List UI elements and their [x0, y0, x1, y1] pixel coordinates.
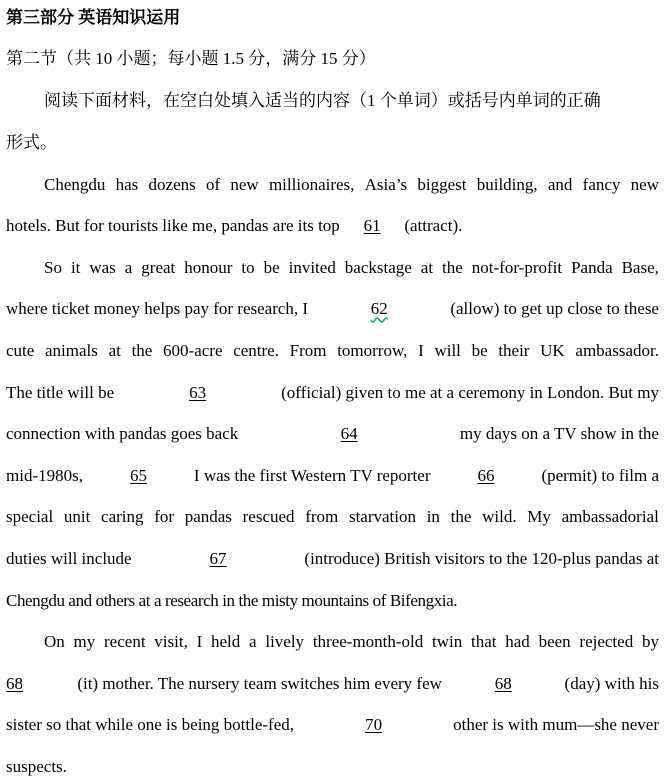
- blank-65[interactable]: 65: [129, 466, 147, 485]
- blank-68a[interactable]: 68: [6, 674, 23, 693]
- blank-68b[interactable]: 68: [494, 674, 512, 693]
- p1-line-2: hotels. But for tourists like me, pandas are its top 61 (attract).: [6, 216, 463, 235]
- blank-67[interactable]: 67: [209, 549, 227, 568]
- section-title: 第二节（共 10 小题；每小题 1.5 分，满分 15 分）: [6, 49, 376, 68]
- p2-line-6: mid-1980s, 65 I was the first Western TV reporter 66 (permit) to film a: [6, 466, 659, 485]
- p2-line-2: where ticket money helps pay for research, I 62 (allow) to get up close to these: [6, 299, 659, 318]
- p2-line-1: So it was a great honour to be invited backstage at the not-for-profit Panda Base,: [44, 258, 659, 277]
- p3-line-2: 68 (it) mother. The nursery team switches him every few 68 (day) with his: [6, 674, 659, 693]
- p2-line-8: duties will include 67 (introduce) British visitors to the 120-plus pandas at: [6, 549, 659, 568]
- p2-line-4: The title will be 63 (official) given to me at a ceremony in London. But my: [6, 383, 659, 402]
- instruction-line-1: 阅读下面材料，在空白处填入适当的内容（1 个单词）或括号内单词的正确: [44, 91, 601, 110]
- p3-line-3: sister so that while one is being bottle-fed, 70 other is with mum—she never: [6, 715, 659, 734]
- blank-62[interactable]: 62: [370, 299, 388, 318]
- part-title: 第三部分 英语知识运用: [6, 8, 181, 27]
- p2-line-9: Chengdu and others at a research in the misty mountains of Bifengxia.: [6, 591, 458, 610]
- blank-61[interactable]: 61: [363, 216, 381, 235]
- blank-63[interactable]: 63: [189, 383, 207, 402]
- p2-line-5: connection with pandas goes back 64 my days on a TV show in the: [6, 424, 659, 443]
- blank-66[interactable]: 66: [477, 466, 495, 485]
- blank-64[interactable]: 64: [340, 424, 358, 443]
- p2-line-7: special unit caring for pandas rescued from starvation in the wild. My ambassadorial: [6, 507, 659, 526]
- blank-70[interactable]: 70: [365, 715, 383, 734]
- p3-line-4: suspects.: [6, 757, 67, 776]
- p1-line-1: Chengdu has dozens of new millionaires, Asia’s biggest building, and fancy new: [44, 175, 659, 194]
- p3-line-1: On my recent visit, I held a lively three-month-old twin that had been rejected by: [44, 632, 659, 651]
- instruction-line-2: 形式。: [6, 133, 57, 152]
- p2-line-3: cute animals at the 600-acre centre. From tomorrow, I will be their UK ambassador.: [6, 341, 659, 360]
